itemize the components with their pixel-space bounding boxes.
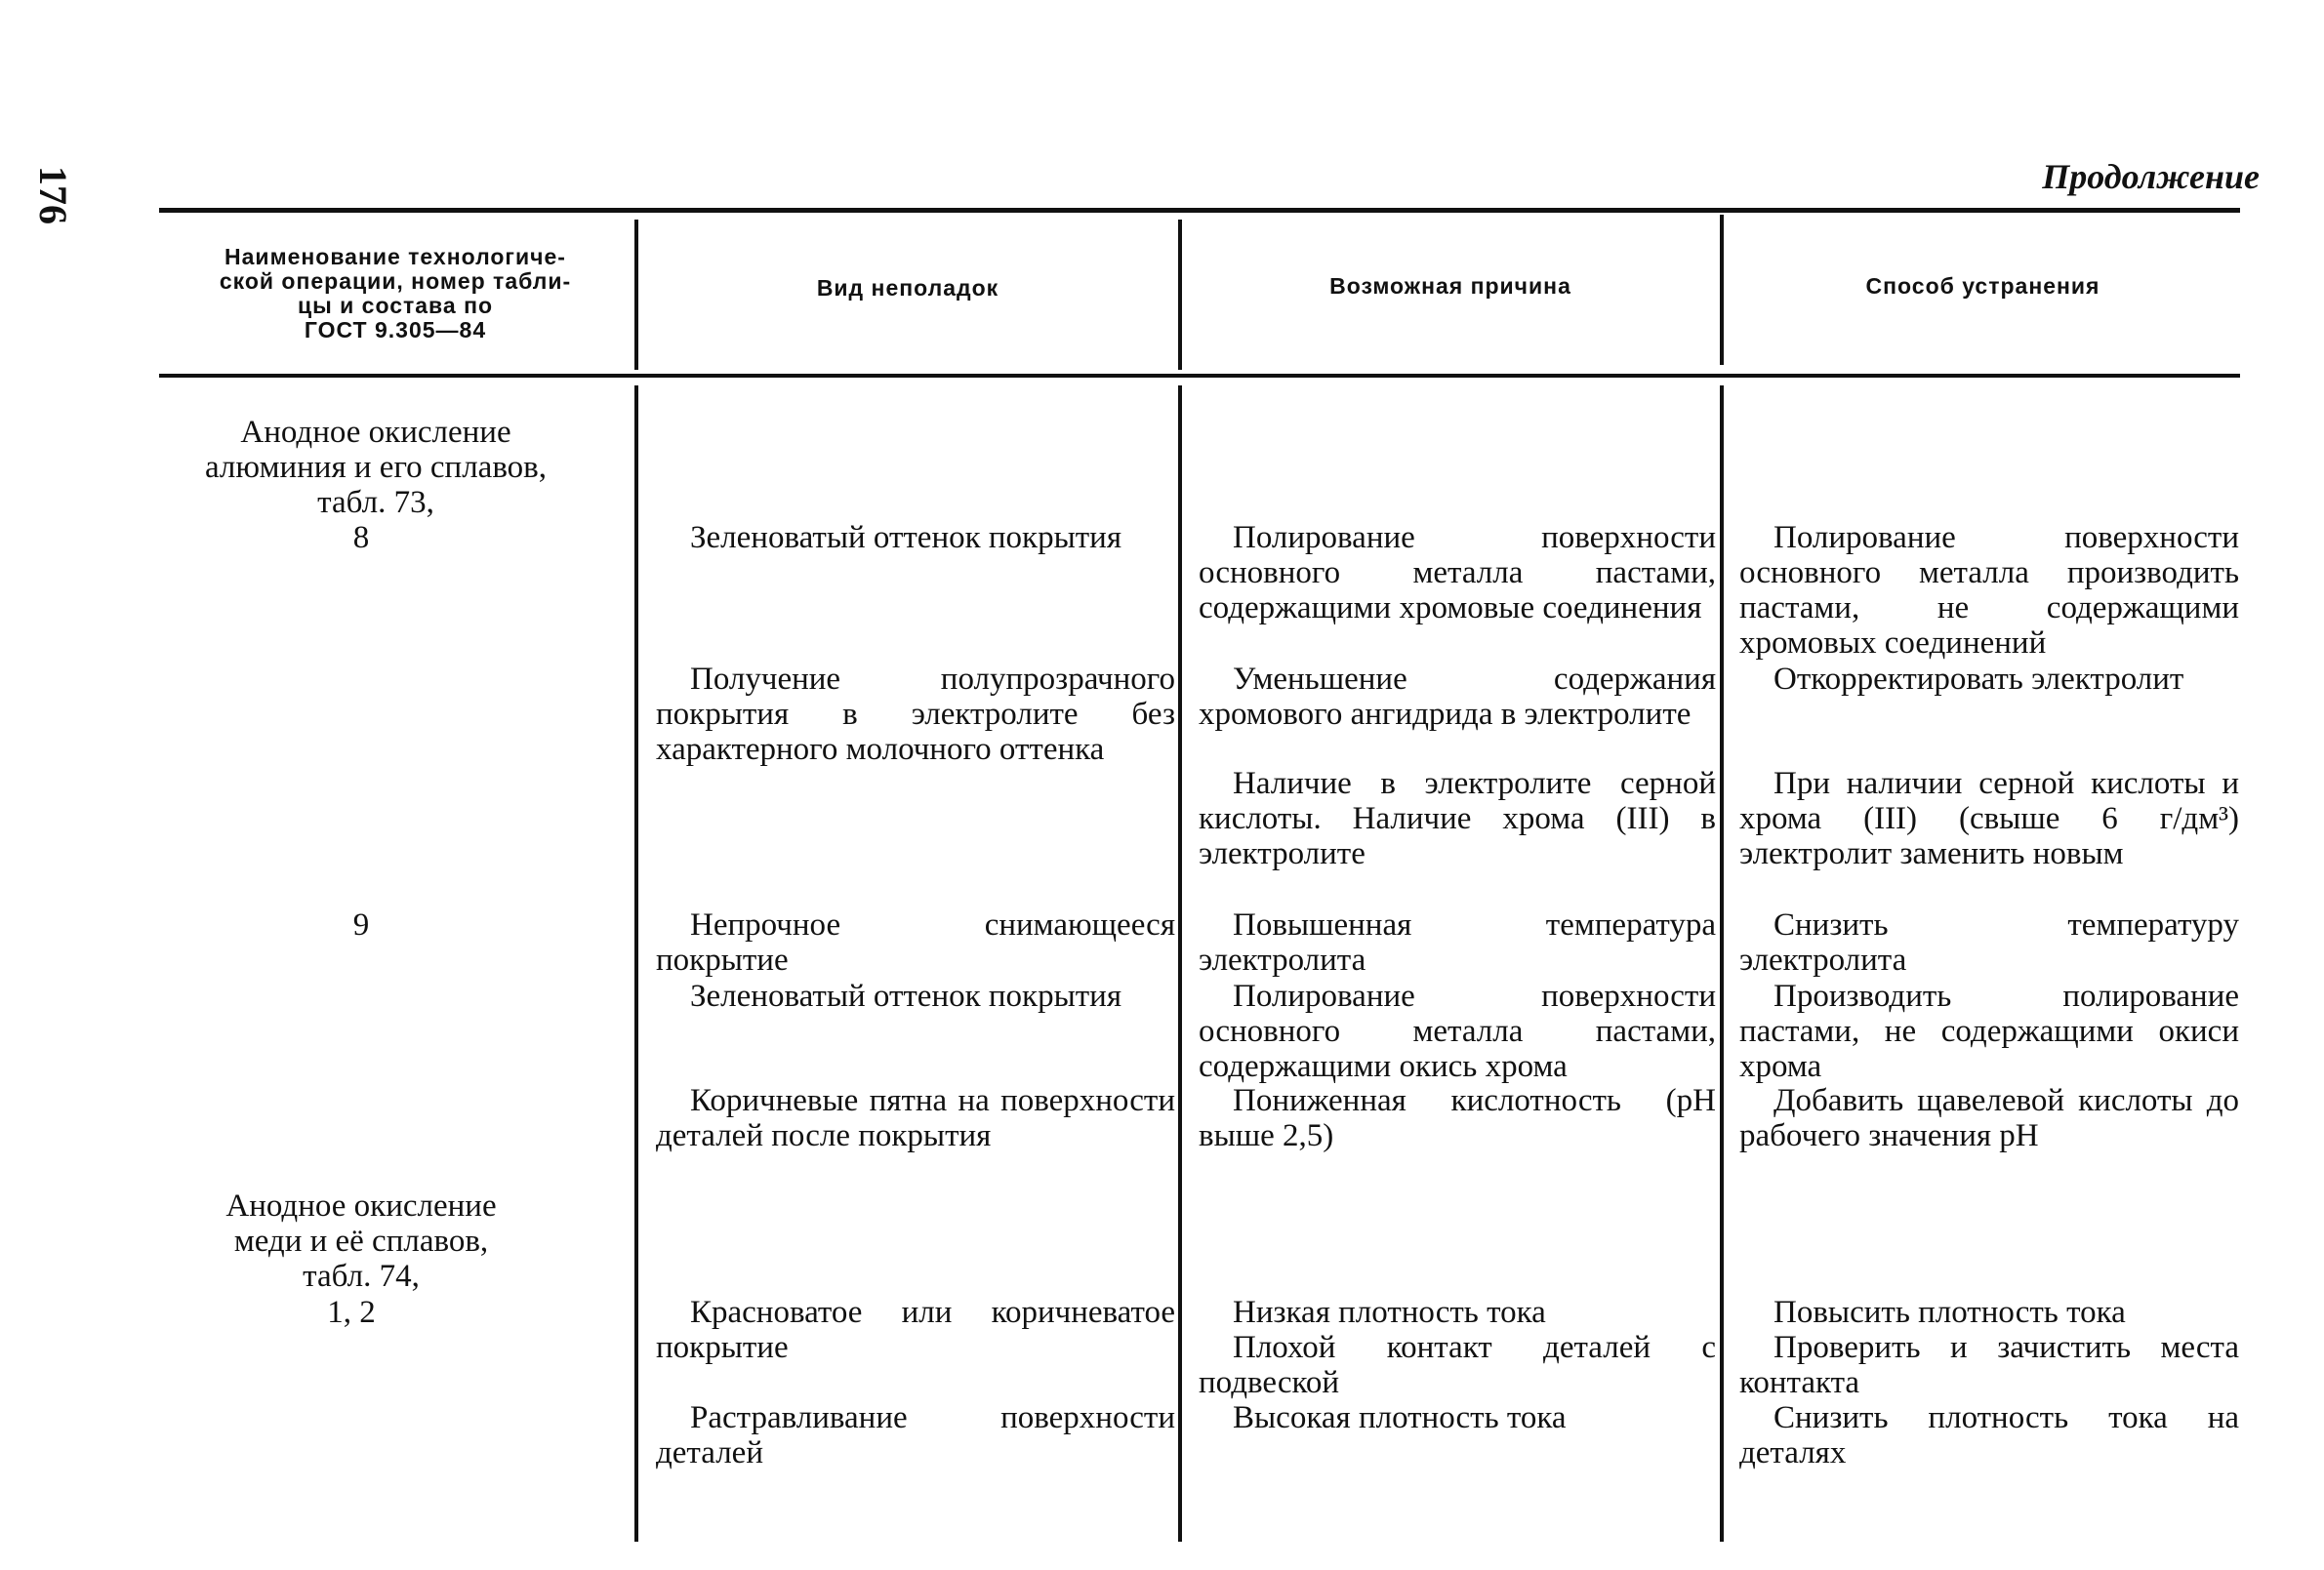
composition-number: 9 — [352, 907, 370, 943]
remedy-cell: Производить полирование пастами, не содержащими окиси хрома — [1739, 979, 2239, 1084]
header-bottom-rule — [159, 374, 2240, 378]
page-number: 176 — [31, 166, 75, 224]
defect-cell: Красноватое или коричневатое покрытие — [656, 1295, 1175, 1365]
section-title-line: табл. 74, — [303, 1259, 420, 1294]
cause-cell: Уменьшение содержания хромового ангидрида в электролите — [1199, 662, 1716, 732]
cause-cell: Пониженная кислотность (pH выше 2,5) — [1199, 1083, 1716, 1153]
defect-cell: Непрочное снимающееся покрытие — [656, 907, 1175, 978]
remedy-cell: Добавить щавелевой кислоты до рабочего значения pH — [1739, 1083, 2239, 1153]
table-top-rule — [159, 208, 2240, 213]
column-divider — [1178, 385, 1182, 1542]
header-defect: Вид неполадок — [816, 274, 999, 301]
section-title-line: табл. 73, — [317, 485, 434, 520]
header-operation — [166, 230, 625, 357]
column-divider — [634, 385, 638, 1542]
section-title-line: Анодное окисление — [240, 415, 511, 450]
remedy-cell: При наличии серной кислоты и хрома (III) (свыше 6 г/дм³) электролит заменить новым — [1739, 766, 2239, 871]
header-remedy: Способ устранения — [1865, 272, 2100, 299]
cause-cell: Низкая плотность тока — [1233, 1295, 1546, 1330]
defect-cell: Растравливание поверхности деталей — [656, 1400, 1175, 1470]
remedy-cell: Повысить плотность тока — [1774, 1295, 2126, 1330]
remedy-cell: Полирование поверхности основного металла производить пастами, не содержащими хромовых соединений — [1739, 520, 2239, 661]
section-title-line: меди и её сплавов, — [233, 1224, 489, 1259]
header-cause: Возможная причина — [1329, 272, 1571, 299]
remedy-cell: Откорректировать электролит — [1774, 662, 2184, 697]
header-operation-line: цы и состава по — [297, 293, 494, 318]
cause-cell: Плохой контакт деталей с подвеской — [1199, 1330, 1716, 1400]
section-title — [156, 415, 595, 520]
defect-cell: Коричневые пятна на поверхности деталей после покрытия — [656, 1083, 1175, 1153]
cause-cell: Повышенная температура электролита — [1199, 907, 1716, 978]
header-operation-line: ской операции, номер табли- — [219, 268, 572, 294]
column-divider — [1178, 220, 1182, 370]
remedy-cell: Проверить и зачистить места контакта — [1739, 1330, 2239, 1400]
composition-number: 1, 2 — [327, 1295, 376, 1330]
cause-cell: Высокая плотность тока — [1233, 1400, 1567, 1435]
cause-cell: Наличие в электролите серной кислоты. Наличие хрома (III) в электролите — [1199, 766, 1716, 871]
composition-number: 8 — [352, 520, 370, 555]
cause-cell: Полирование поверхности основного металла пастами, содержащими хромовые соединения — [1199, 520, 1716, 625]
defect-cell: Получение полупрозрачного покрытия в электролите без характерного молочного оттенка — [656, 662, 1175, 767]
cause-cell: Полирование поверхности основного металла пастами, содержащими окись хрома — [1199, 979, 1716, 1084]
continuation-label: Продолжение — [2042, 157, 2260, 196]
column-divider — [634, 220, 638, 370]
column-divider — [1720, 215, 1724, 365]
section-title-line: Анодное окисление — [225, 1188, 497, 1224]
section-title-line: алюминия и его сплавов, — [204, 450, 548, 485]
column-divider — [1720, 385, 1724, 1542]
defect-cell: Зеленоватый оттенок покрытия — [690, 979, 1122, 1014]
remedy-cell: Снизить плотность тока на деталях — [1739, 1400, 2239, 1470]
remedy-cell: Снизить температуру электролита — [1739, 907, 2239, 978]
header-operation-line: ГОСТ 9.305—84 — [304, 317, 487, 342]
header-operation-line: Наименование технологиче- — [224, 244, 566, 269]
section-title — [142, 1188, 581, 1294]
defect-cell: Зеленоватый оттенок покрытия — [690, 520, 1122, 555]
